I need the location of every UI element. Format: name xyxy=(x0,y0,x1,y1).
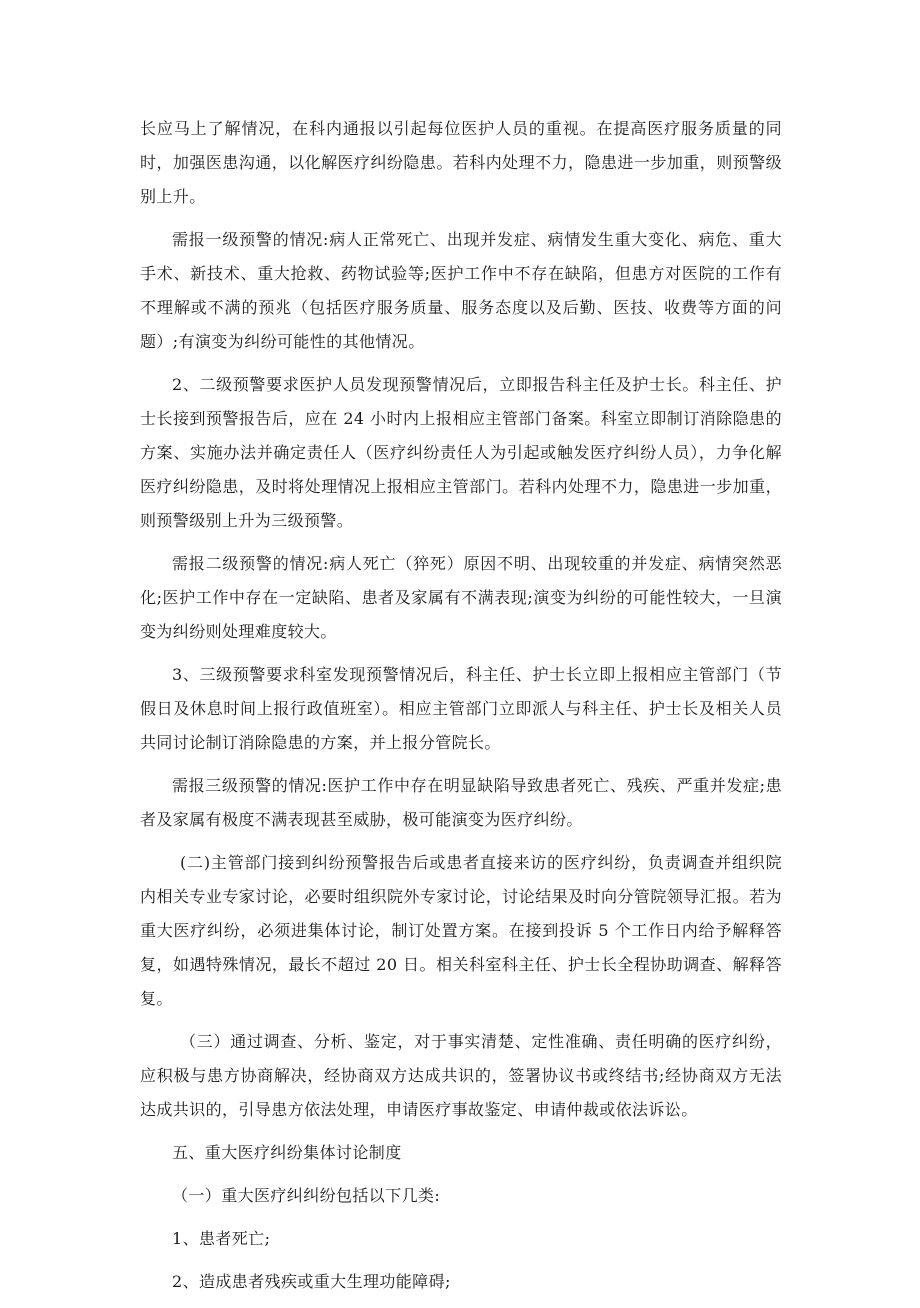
paragraph-level2-conditions: 需报二级预警的情况:病人死亡（猝死）原因不明、出现较重的并发症、病情突然恶化;医护工作中存在一定缺陷、患者及家属有不满表现;演变为纠纷的可能性较大，一旦演变为纠纷则处理难度较大。 xyxy=(140,554,782,641)
paragraph-level3-requirements: 3、三级预警要求科室发现预警情况后，科主任、护士长立即上报相应主管部门（节假日及休息时间上报行政值班室）。相应主管部门立即派人与科主任、护士长及相关人员共同讨论制订消除隐患的方案，并上报分管院长。 xyxy=(140,665,782,752)
paragraph-continuation: 长应马上了解情况，在科内通报以引起每位医护人员的重视。在提高医疗服务质量的同时，加强医患沟通，以化解医疗纠纷隐患。若科内处理不力，隐患进一步加重，则预警级别上升。 xyxy=(140,119,782,206)
paragraph-section-two: (二)主管部门接到纠纷预警报告后或患者直接来访的医疗纠纷，负责调查并组织院内相关专业专家讨论，必要时组织院外专家讨论，讨论结果及时向分管院领导汇报。若为重大医疗纠纷，必须进集体讨论，制订处置方案。在接到投诉 5 个工作日内给予解释答复，如遇特殊情况，最长不超过 20 日。相关科室科主任、护士长全程协助调查、解释答复。 xyxy=(140,853,782,1008)
paragraph-level1-conditions: 需报一级预警的情况:病人正常死亡、出现并发症、病情发生重大变化、病危、重大手术、新技术、重大抢救、药物试验等;医护工作中不存在缺陷，但患方对医院的工作有不理解或不满的预兆（包括医疗服务质量、服务态度以及后勤、医技、收费等方面的问题）;有演变为纠纷可能性的其他情况。 xyxy=(140,230,782,351)
list-item-disability: 2、造成患者残疾或重大生理功能障碍; xyxy=(172,1272,451,1291)
document-body xyxy=(140,112,782,1308)
paragraph-section-three: （三）通过调查、分析、鉴定，对于事实清楚、定性准确、责任明确的医疗纠纷，应积极与患方协商解决，经协商双方达成共识的，签署协议书或终结书;经协商双方无法达成共识的，引导患方依法处理，申请医疗事故鉴定、申请仲裁或依法诉讼。 xyxy=(140,1032,782,1119)
section-heading-five: 五、重大医疗纠纷集体讨论制度 xyxy=(172,1143,402,1162)
paragraph-level3-conditions: 需报三级预警的情况:医护工作中存在明显缺陷导致患者死亡、残疾、严重并发症;患者及家属有极度不满表现甚至威胁，极可能演变为医疗纠纷。 xyxy=(140,776,782,829)
list-item-patient-death: 1、患者死亡; xyxy=(172,1229,271,1248)
paragraph-level2-requirements: 2、二级预警要求医护人员发现预警情况后，立即报告科主任及护士长。科主任、护士长接到预警报告后，应在 24 小时内上报相应主管部门备案。科室立即制订消除隐患的方案、实施办法并确定责任人（医疗纠纷责任人为引起或触发医疗纠纷人员），力争化解医疗纠纷隐患，及时将处理情况上报相应主管部门。若科内处理不力，隐患进一步加重，则预警级别上升为三级预警。 xyxy=(140,375,782,530)
subheading-category-list: （一）重大医疗纠纠纷包括以下几类: xyxy=(172,1186,441,1205)
